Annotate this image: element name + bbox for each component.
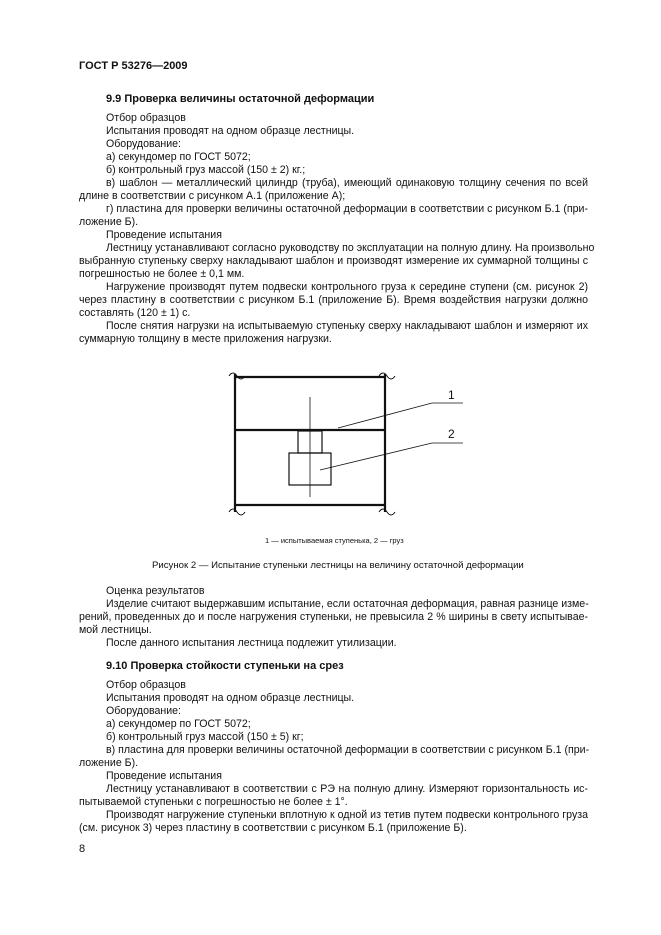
text-line: через пластину в соответствии с рисунком Б.1 (приложение Б). Время воздействия нагрузки должно	[79, 294, 588, 306]
text-line: Производят нагружение ступеньки вплотную к одной из тетив путем подвески контрольного груза	[106, 809, 588, 821]
text-line: Нагружение производят путем подвески контрольного груза к середине ступени (см. рисунок 2)	[106, 281, 588, 293]
section-9-9-title: 9.9 Проверка величины остаточной деформации	[106, 93, 375, 105]
text-line: Отбор образцов	[106, 679, 186, 691]
text-line: выбранную ступеньку сверху накладывают шаблон и производят измерение их суммарной толщины с	[79, 255, 588, 267]
text-line: суммарную толщину в месте приложения нагрузки.	[79, 333, 332, 345]
text-line: ложение Б).	[79, 757, 139, 769]
text-line: Оборудование:	[106, 705, 181, 717]
text-line: Лестницу устанавливают согласно руководству по эксплуатации на полную длину. На произвольно	[106, 242, 595, 254]
text-line: г) пластина для проверки величины остаточной деформации в соответствии с рисунком Б.1 (при-	[106, 203, 588, 215]
text-line: длине в соответствии с рисунком А.1 (приложение А);	[79, 190, 346, 202]
text-line: Проведение испытания	[106, 229, 222, 241]
text-line: а) секундомер по ГОСТ 5072;	[106, 151, 251, 163]
text-line: в) пластина для проверки величины остаточной деформации в соответствии с рисунком Б.1 (при-	[106, 744, 590, 756]
text-line: погрешностью не более ± 0,1 мм.	[79, 268, 245, 280]
section-9-10-title: 9.10 Проверка стойкости ступеньки на срез	[106, 660, 344, 672]
break-mark-bottom-left	[229, 509, 245, 515]
text-line: После снятия нагрузки на испытываемую ступеньку сверху накладывают шаблон и измеряют их	[106, 320, 588, 332]
figure-legend: 1 — испытываемая ступенька, 2 — груз	[265, 536, 404, 545]
text-line: Изделие считают выдержавшим испытание, если остаточная деформация, равная разнице изме-	[106, 598, 589, 610]
text-line: Оценка результатов	[106, 585, 205, 597]
text-line: мой лестницы.	[79, 624, 152, 636]
text-line: пытываемой ступеньки с погрешностью не более ± 1°.	[79, 796, 348, 808]
text-line: Проведение испытания	[106, 770, 222, 782]
text-line: составлять (120 ± 1) с.	[79, 307, 191, 319]
text-line: б) контрольный груз массой (150 ± 2) кг.;	[106, 164, 306, 176]
text-line: Испытания проводят на одном образце лестницы.	[106, 692, 355, 704]
text-line: Оборудование:	[106, 138, 181, 150]
text-line: (см. рисунок 3) через пластину в соответствии с рисунком Б.1 (приложение Б).	[79, 822, 467, 834]
text-line: в) шаблон — металлический цилиндр (труба), имеющий одинаковую толщину сечения по всей	[106, 177, 588, 189]
text-line: б) контрольный груз массой (150 ± 5) кг;	[106, 731, 304, 743]
text-line: Испытания проводят на одном образце лестницы.	[106, 125, 355, 137]
break-mark-bottom-right	[379, 509, 395, 515]
page-number: 8	[79, 843, 86, 855]
document-code: ГОСТ Р 53276—2009	[79, 60, 188, 72]
text-line: ложение Б).	[79, 216, 139, 228]
text-line: После данного испытания лестница подлежит утилизации.	[106, 637, 397, 649]
text-line: рений, проведенных до и после нагружения ступеньки, не превысила 2 % ширины в свету испытывае-	[79, 611, 588, 623]
leader-line-2	[320, 443, 432, 470]
figure-label-1: 1	[448, 388, 455, 402]
text-line: а) секундомер по ГОСТ 5072;	[106, 718, 251, 730]
figure-label-2: 2	[448, 427, 455, 441]
figure-caption: Рисунок 2 — Испытание ступеньки лестницы на величину остаточной деформации	[152, 560, 524, 571]
text-line: Отбор образцов	[106, 112, 186, 124]
text-line: Лестницу устанавливают в соответствии с РЭ на полную длину. Измеряют горизонтальность ис-	[106, 783, 588, 795]
